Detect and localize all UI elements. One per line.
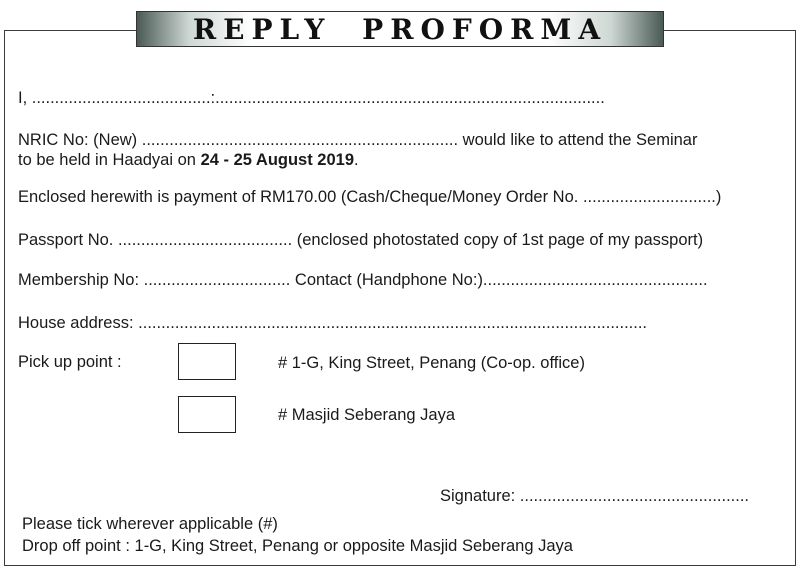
seminar-date-line [18, 150, 359, 170]
nric-line[interactable]: NRIC No: (New) ..................................................................... would like to attend the Seminar [18, 131, 698, 149]
address-line[interactable]: House address: ............................................................................................................... [18, 314, 647, 332]
pickup-label: Pick up point : [18, 353, 122, 371]
passport-line[interactable]: Passport No. ...................................... (enclosed photostated copy of 1st page of my passport) [18, 231, 704, 249]
pickup-option-king-street: # 1-G, King Street, Penang (Co-op. office) [278, 354, 585, 372]
dropoff-note: Drop off point : 1-G, King Street, Penang or opposite Masjid Seberang Jaya [22, 537, 573, 555]
payment-line[interactable]: Enclosed herewith is payment of RM170.00 (Cash/Cheque/Money Order No. .............................) [18, 188, 722, 206]
membership-line[interactable]: Membership No: ................................ Contact (Handphone No:)................................................. [18, 271, 708, 289]
name-line[interactable]: I, .......................................:..................................................................................... [18, 89, 605, 107]
title-banner [136, 11, 664, 47]
pickup-option-masjid: # Masjid Seberang Jaya [278, 406, 456, 424]
seminar-date-suffix: . [354, 151, 359, 169]
pickup-checkbox-masjid[interactable] [178, 396, 236, 433]
seminar-date: 24 - 25 August 2019 [200, 151, 355, 169]
signature-line[interactable]: Signature: .................................................. [440, 487, 750, 505]
pickup-checkbox-king-street[interactable] [178, 343, 236, 380]
tick-note: Please tick wherever applicable (#) [22, 515, 278, 533]
seminar-date-prefix: to be held in Haadyai on [18, 151, 201, 169]
form-title: REPLY PROFORMA [192, 12, 608, 46]
